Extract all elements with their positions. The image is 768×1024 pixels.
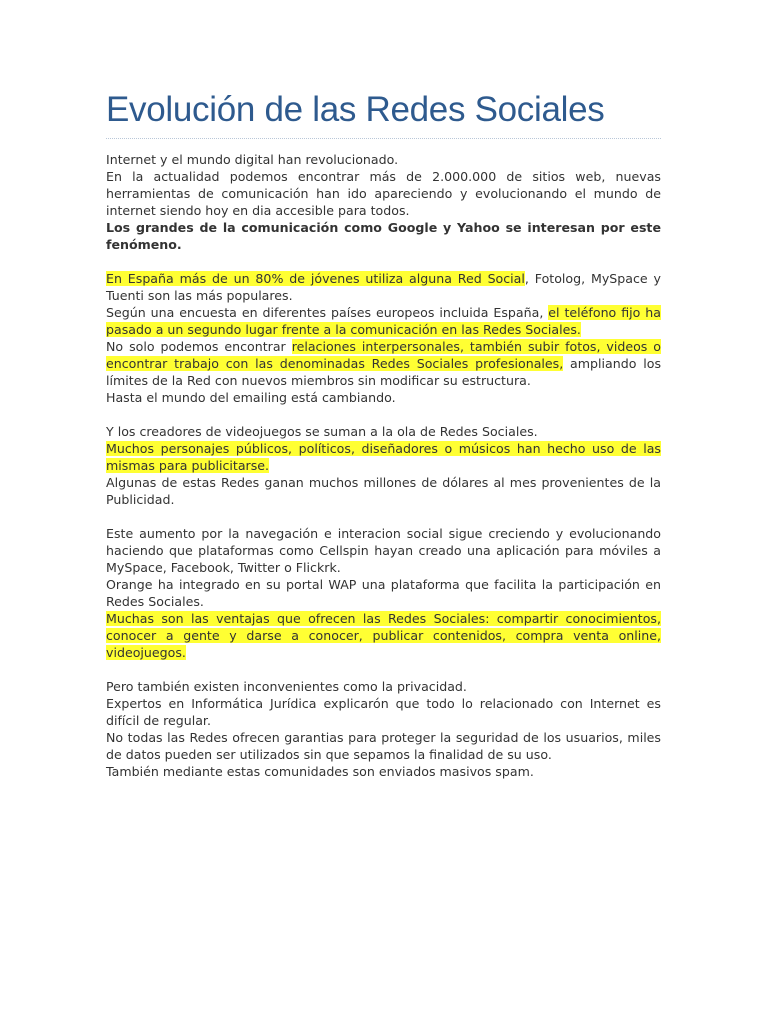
paragraph-6-rest: ampliando los límites de la Red con nuevos miembros sin modificar su estructura.	[106, 356, 662, 388]
paragraph-1: Internet y el mundo digital han revolucionado.	[106, 152, 399, 167]
paragraph-8: Y los creadores de videojuegos se suman a la ola de Redes Sociales.	[106, 424, 538, 439]
paragraph-4	[106, 270, 661, 304]
paragraph-17: También mediante estas comunidades son enviados masivos spam.	[106, 764, 534, 779]
highlight-4: Muchos personajes públicos, políticos, diseñadores o músicos han hecho uso de las mismas para publicitarse.	[106, 441, 661, 473]
paragraph-7: Hasta el mundo del emailing está cambiando.	[106, 390, 396, 405]
paragraph-gap	[106, 406, 661, 423]
paragraph-9	[106, 440, 661, 474]
highlight-3: relaciones interpersonales, también subir fotos, videos o encontrar trabajo con las denominadas Redes Sociales profesionales,	[106, 339, 662, 371]
document-body	[106, 151, 661, 780]
paragraph-6-pre: No solo podemos encontrar	[106, 339, 292, 354]
paragraph-gap	[106, 508, 661, 525]
paragraph-gap	[106, 253, 661, 270]
paragraph-6	[106, 338, 661, 389]
paragraph-14: Pero también existen inconvenientes como la privacidad.	[106, 679, 467, 694]
paragraph-5	[106, 304, 661, 338]
paragraph-10: Algunas de estas Redes ganan muchos millones de dólares al mes provenientes de la Publicidad.	[106, 475, 661, 507]
paragraph-11: Este aumento por la navegación e interacion social sigue creciendo y evolucionando haciendo que plataformas como Cellspin hayan creado una aplicación para móviles a MySpace, Facebook, Twitter o Flickrk.	[106, 526, 661, 575]
paragraph-16: No todas las Redes ofrecen garantias para proteger la seguridad de los usuarios, miles de datos pueden ser utilizados sin que sepamos la finalidad de su uso.	[106, 730, 661, 762]
highlight-1: En España más de un 80% de jóvenes utiliza alguna Red Social	[106, 271, 525, 286]
document-title: Evolución de las Redes Sociales	[106, 90, 605, 129]
document-page	[106, 88, 661, 780]
paragraph-12: Orange ha integrado en su portal WAP una plataforma que facilita la participación en Redes Sociales.	[106, 577, 661, 609]
paragraph-3-bold: Los grandes de la comunicación como Google y Yahoo se interesan por este fenómeno.	[106, 220, 661, 252]
highlight-2: el teléfono fijo ha pasado a un segundo lugar frente a la comunicación en las Redes Sociales.	[106, 305, 661, 337]
paragraph-gap	[106, 661, 661, 678]
paragraph-4-rest: , Fotolog, MySpace y Tuenti son las más populares.	[106, 271, 661, 303]
paragraph-15: Expertos en Informática Jurídica explicarón que todo lo relacionado con Internet es difícil de regular.	[106, 696, 661, 728]
paragraph-5-pre: Según una encuesta en diferentes países europeos incluida España,	[106, 305, 549, 320]
paragraph-2: En la actualidad podemos encontrar más de 2.000.000 de sitios web, nuevas herramientas de comunicación han ido apareciendo y evolucionando el mundo de internet siendo hoy en dia accesible para todos.	[106, 169, 661, 218]
highlight-5: Muchas son las ventajas que ofrecen las Redes Sociales: compartir conocimientos, conocer a gente y darse a conocer, publicar contenidos, compra venta online, videojuegos.	[106, 611, 661, 660]
title-divider	[106, 138, 661, 139]
paragraph-13	[106, 610, 661, 661]
